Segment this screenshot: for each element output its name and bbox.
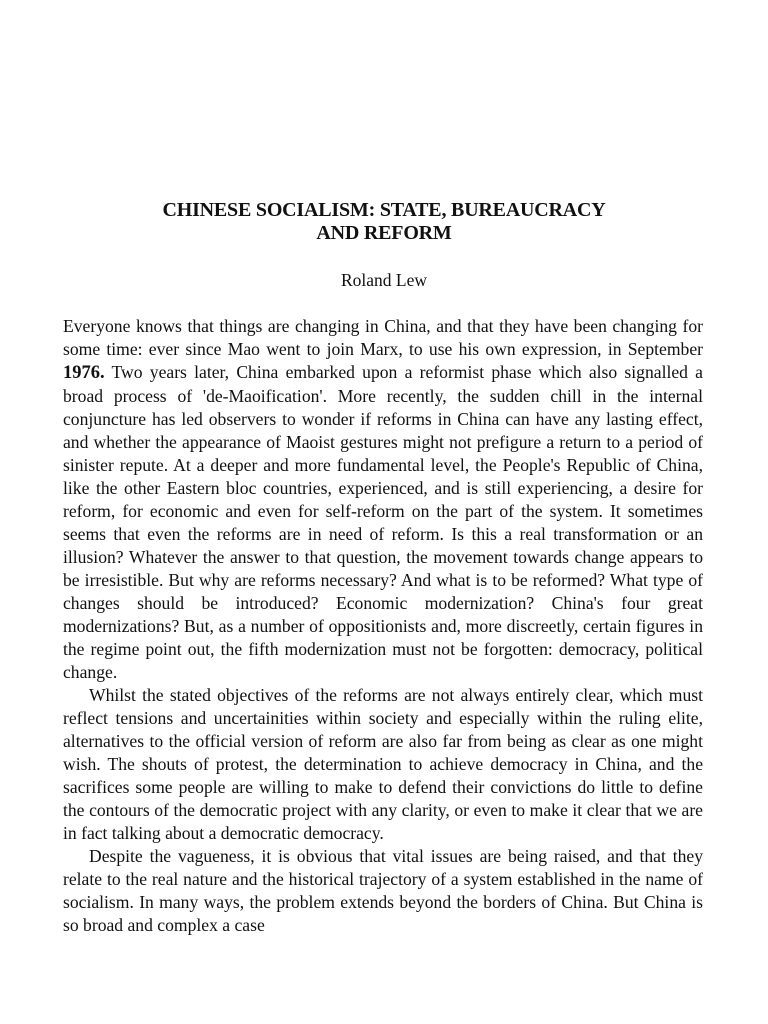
body-paragraph-3: Despite the vagueness, it is obvious that vital issues are being raised, and that they relate to the real nature and the historical trajectory of a system established in the name of socialism. In many ways, the problem extends beyond the borders of China. But China is so broad and complex a case xyxy=(63,846,703,935)
article-body xyxy=(63,315,703,937)
body-paragraph-2: Whilst the stated objectives of the reforms are not always entirely clear, which must reflect tensions and uncertainities within society and especially within the ruling elite, alternatives to the official version of reform are also far from being as clear as one might wish. The shouts of protest, the determination to achieve democracy in China, and the sacrifices some people are willing to make to defend their convictions do little to define the contours of the democratic project with any clarity, or even to make it clear that we are in fact talking about a democratic democracy. xyxy=(63,685,703,843)
article-title-line-2: AND REFORM xyxy=(316,222,452,244)
article-author: Roland Lew xyxy=(340,270,428,290)
paragraph-1-text-start: Everyone knows that things are changing in China, and that they have been changing for some time: ever since Mao went to join Marx, to use his own expression, in September xyxy=(63,316,703,359)
article-title-line-1: CHINESE SOCIALISM: STATE, BUREAUCRACY xyxy=(162,199,606,221)
article-title xyxy=(0,199,768,245)
body-paragraph-1 xyxy=(63,315,703,684)
paragraph-1-text-end: Two years later, China embarked upon a reformist phase which also signalled a broad process of 'de-Maoification'. More recently, the sudden chill in the internal conjuncture has led observers to wonder if reforms in China can have any lasting effect, and whether the appearance of Maoist gestures might not prefigure a return to a period of sinister repute. At a deeper and more fundamental level, the People's Republic of China, like the other Eastern bloc countries, experienced, and is still experiencing, a desire for reform, for economic and even for self-reform on the part of the system. It sometimes seems that even the reforms are in need of reform. Is this a real transformation or an illusion? Whatever the answer to that question, the movement towards change appears to be irresistible. But why are reforms necessary? And what is to be reformed? What type of changes should be introduced? Economic modernization? China's four great modernizations? But, as a number of oppositionists and, more discreetly, certain figures in the regime point out, the fifth modernization must not be forgotten: democracy, political change. xyxy=(63,362,703,682)
year-1976: 1976. xyxy=(63,363,105,383)
